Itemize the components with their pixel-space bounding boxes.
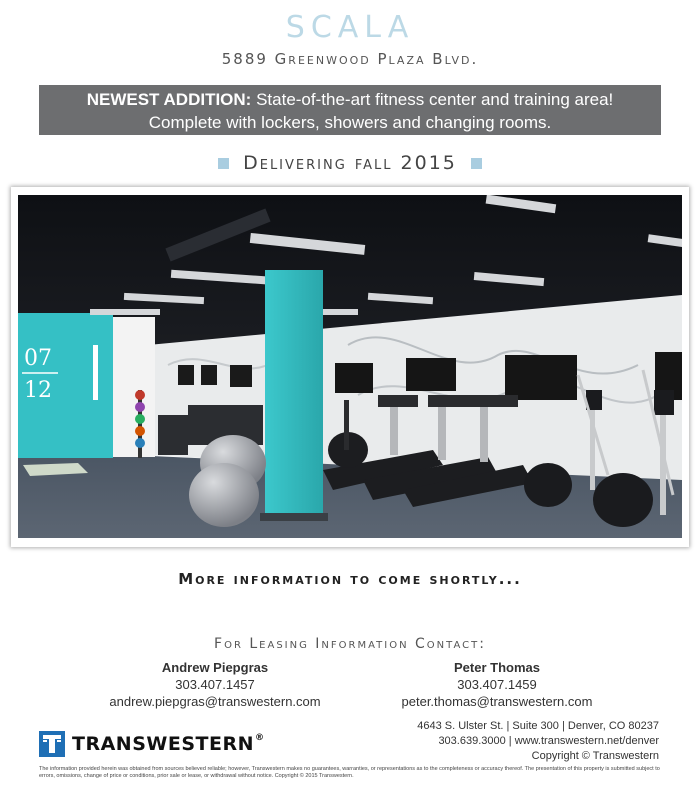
copyright-text: Copyright © Transwestern	[531, 750, 659, 762]
banner-lead: NEWEST ADDITION:	[86, 90, 252, 109]
contact-phone: 303.407.1457	[175, 677, 255, 692]
contact-email-link[interactable]: peter.thomas@transwestern.com	[401, 694, 593, 709]
office-address: 4643 S. Ulster St. | Suite 300 | Denver, CO 80237	[417, 720, 659, 732]
banner-text-2: Complete with lockers, showers and changing rooms.	[148, 113, 552, 132]
announcement-banner	[39, 85, 661, 135]
logo-wordmark: TRANSWESTERN®	[72, 733, 265, 755]
property-address: 5889 Greenwood Plaza Blvd.	[221, 50, 479, 68]
transwestern-t-icon	[39, 731, 65, 757]
photo-frame	[11, 187, 689, 547]
property-title: SCALA	[285, 10, 415, 45]
fitness-center-rendering	[18, 195, 682, 538]
leasing-heading: For Leasing Information Contact:	[214, 636, 486, 652]
office-info	[417, 719, 659, 764]
contact-name: Peter Thomas	[454, 660, 540, 675]
disclaimer-text: The information provided herein was obtained from sources believed reliable; however, Transwestern makes no guarantees, warranties, or representations as to the completeness or accuracy thereof. The presentation of this property is submitted subject to errors, omissions, change of price or conditions, prior sale or lease, or withdrawal without notice. Copyright © 2015 Transwestern.	[39, 766, 660, 779]
banner-line-1	[39, 88, 661, 111]
left-square-icon	[218, 158, 229, 169]
wall-sign-top: 07	[24, 346, 52, 371]
delivery-line	[0, 152, 700, 174]
contact-card	[85, 659, 345, 710]
contact-card	[367, 659, 627, 710]
fitness-scene-image	[18, 195, 682, 538]
office-phone-web: 303.639.3000 | www.transwestern.net/denver	[438, 735, 659, 747]
delivery-text: Delivering fall 2015	[243, 152, 457, 174]
transwestern-logo	[39, 730, 264, 758]
wall-sign-bottom: 12	[24, 378, 52, 403]
contact-email-link[interactable]: andrew.piepgras@transwestern.com	[109, 694, 321, 709]
banner-text-1: State-of-the-art fitness center and training area!	[256, 90, 614, 109]
more-info-text: More information to come shortly...	[178, 570, 522, 588]
right-square-icon	[471, 158, 482, 169]
contact-phone: 303.407.1459	[457, 677, 537, 692]
contact-name: Andrew Piepgras	[161, 660, 269, 675]
